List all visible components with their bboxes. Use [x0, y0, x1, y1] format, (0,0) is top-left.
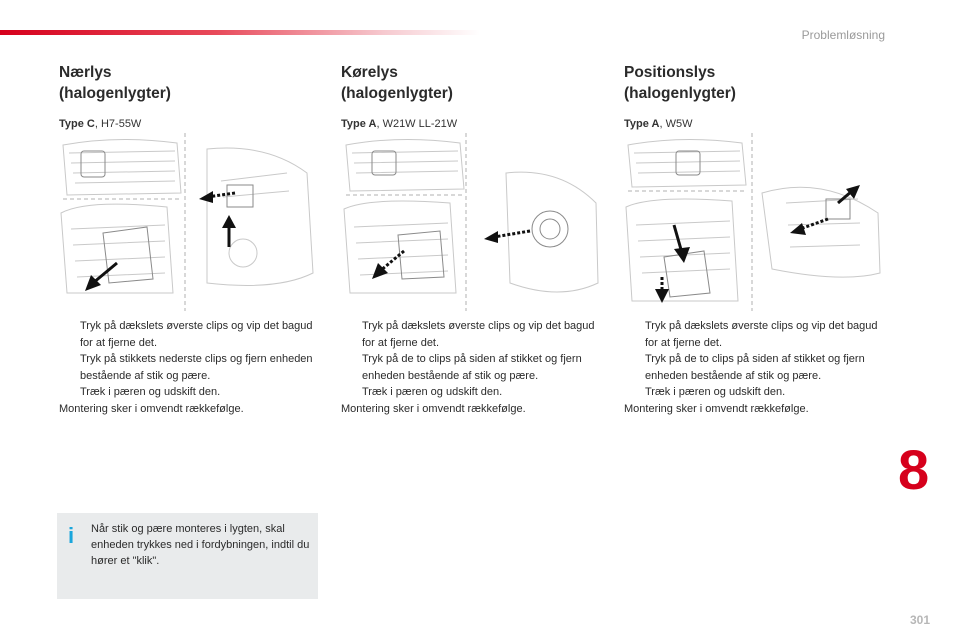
page-number: 301 [910, 613, 931, 627]
column-title: Nærlys (halogenlygter) [59, 64, 171, 102]
list-item: Tryk på dækslets øverste clips og vip det bagud for at fjerne det. [80, 320, 313, 349]
steps-low-beam [59, 318, 321, 417]
list-item: Tryk på stikkets nederste clips og fjern enheden bestående af stik og pære. [80, 353, 313, 382]
column-title: Positionslys (halogenlygter) [624, 64, 736, 102]
steps-position [624, 318, 886, 417]
chapter-number: 8 [898, 438, 930, 501]
list-item: Tryk på de to clips på siden af stikket og fjern enheden bestående af stik og pære. [362, 353, 582, 382]
column-low-beam [59, 62, 321, 130]
info-note [57, 513, 318, 599]
bulb-type: Type A, W5W [624, 118, 693, 130]
closing-text: Montering sker i omvendt rækkefølge. [624, 402, 809, 415]
illustration-daytime [340, 133, 602, 311]
list-item: Træk i pæren og udskift den. [80, 386, 221, 398]
list-item: Tryk på dækslets øverste clips og vip det bagud for at fjerne det. [362, 320, 595, 349]
bulb-type: Type C, H7-55W [59, 118, 142, 130]
bulb-type: Type A, W21W LL-21W [341, 118, 458, 130]
column-title: Kørelys (halogenlygter) [341, 64, 453, 102]
list-item: Træk i pæren og udskift den. [645, 386, 786, 398]
list-item: Tryk på de to clips på siden af stikket og fjern enheden bestående af stik og pære. [645, 353, 865, 382]
list-item: Træk i pæren og udskift den. [362, 386, 503, 398]
top-accent-bar [0, 30, 480, 35]
closing-text: Montering sker i omvendt rækkefølge. [59, 402, 244, 415]
list-item: Tryk på dækslets øverste clips og vip det bagud for at fjerne det. [645, 320, 878, 349]
column-position [624, 62, 886, 130]
illustration-low-beam [57, 133, 319, 311]
illustration-position [622, 133, 884, 311]
info-icon: i [68, 523, 75, 548]
column-daytime [341, 62, 603, 130]
steps-daytime [341, 318, 603, 417]
closing-text: Montering sker i omvendt rækkefølge. [341, 402, 526, 415]
note-text: Når stik og pære monteres i lygten, skal enheden trykkes ned i fordybningen, indtil du hører et "klik". [91, 523, 310, 567]
section-title: Problemløsning [801, 28, 885, 42]
